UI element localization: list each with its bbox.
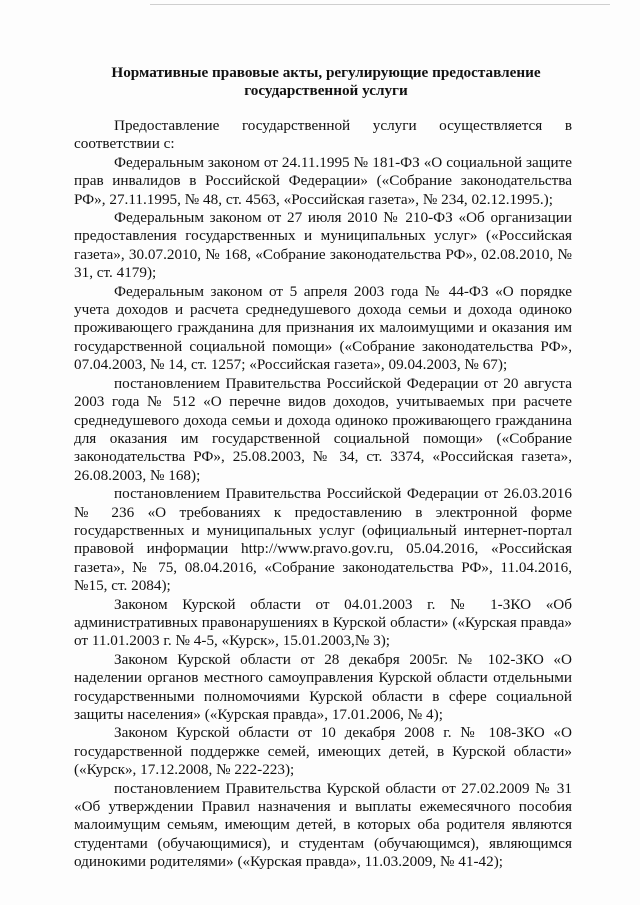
law-paragraph: постановлением Правительства Курской области от 27.02.2009 № 31 «Об утверждении Правил назначения и выплаты ежемесячного пособия малоимущим семьям, имеющим детей, в которых оба родителя являются студентами (обучающимися), и студентам (обучающимся), являющимся одинокими родителями» («Курская правда», 11.03.2009, № 41-42); xyxy=(74,779,572,871)
document-body xyxy=(74,117,572,872)
law-paragraph: Законом Курской области от 28 декабря 2005г. № 102-ЗКО «О наделении органов местного самоуправления Курской области отдельными государственными полномочиями Курской области в сфере социальной защиты населения» («Курская правда», 17.01.2006, № 4); xyxy=(74,650,572,723)
law-paragraph: Законом Курской области от 10 декабря 2008 г. № 108-ЗКО «О государственной поддержке семей, имеющих детей, в Курской области» («Курск», 17.12.2008, № 222-223); xyxy=(74,724,572,779)
law-paragraph: Федеральным законом от 27 июля 2010 № 210-ФЗ «Об организации предоставления государственных и муниципальных услуг» («Российская газета», 30.07.2010, № 168, «Собрание законодательства РФ», 02.08.2010, № 31, ст. 4179); xyxy=(74,209,572,282)
law-paragraph: Федеральным законом от 24.11.1995 № 181-ФЗ «О социальной защите прав инвалидов в Российской Федерации» («Собрание законодательства РФ», 27.11.1995, № 48, ст. 4563, «Российская газета», № 234, 02.12.1995.); xyxy=(74,153,572,208)
document-title-line-1: Нормативные правовые акты, регулирующие предоставление xyxy=(111,64,541,81)
document-title xyxy=(96,64,556,100)
scan-edge-line xyxy=(150,4,610,5)
document-title-line-2: государственной услуги xyxy=(244,82,408,99)
law-paragraph: Законом Курской области от 04.01.2003 г. № 1-ЗКО «Об административных правонарушениях в Курской области» («Курская правда» от 11.01.2003 г. № 4-5, «Курск», 15.01.2003,№ 3); xyxy=(74,595,572,650)
law-paragraph: постановлением Правительства Российской Федерации от 20 августа 2003 года № 512 «О перечне видов доходов, учитываемых при расчете среднедушевого дохода семьи и дохода одиноко проживающего гражданина для оказания им государственной социальной помощи» («Собрание законодательства РФ», 25.08.2003, № 34, ст. 3374, «Российская газета», 26.08.2003, № 168); xyxy=(74,374,572,484)
law-paragraph: Федеральным законом от 5 апреля 2003 года № 44-ФЗ «О порядке учета доходов и расчета среднедушевого дохода семьи и дохода одиноко проживающего гражданина для признания их малоимущими и оказания им государственной социальной помощи» («Собрание законодательства РФ», 07.04.2003, № 14, ст. 1257; «Российская газета», 09.04.2003, № 67); xyxy=(74,282,572,374)
intro-paragraph: Предоставление государственной услуги осуществляется в соответствии с: xyxy=(74,117,572,153)
law-paragraph: постановлением Правительства Российской Федерации от 26.03.2016 № 236 «О требованиях к предоставлению в электронной форме государственных и муниципальных услуг (официальный интернет-портал правовой информации http://www.pravo.gov.ru, 05.04.2016, «Российская газета», № 75, 08.04.2016, «Собрание законодательства РФ», 11.04.2016, №15, ст. 2084); xyxy=(74,485,572,595)
